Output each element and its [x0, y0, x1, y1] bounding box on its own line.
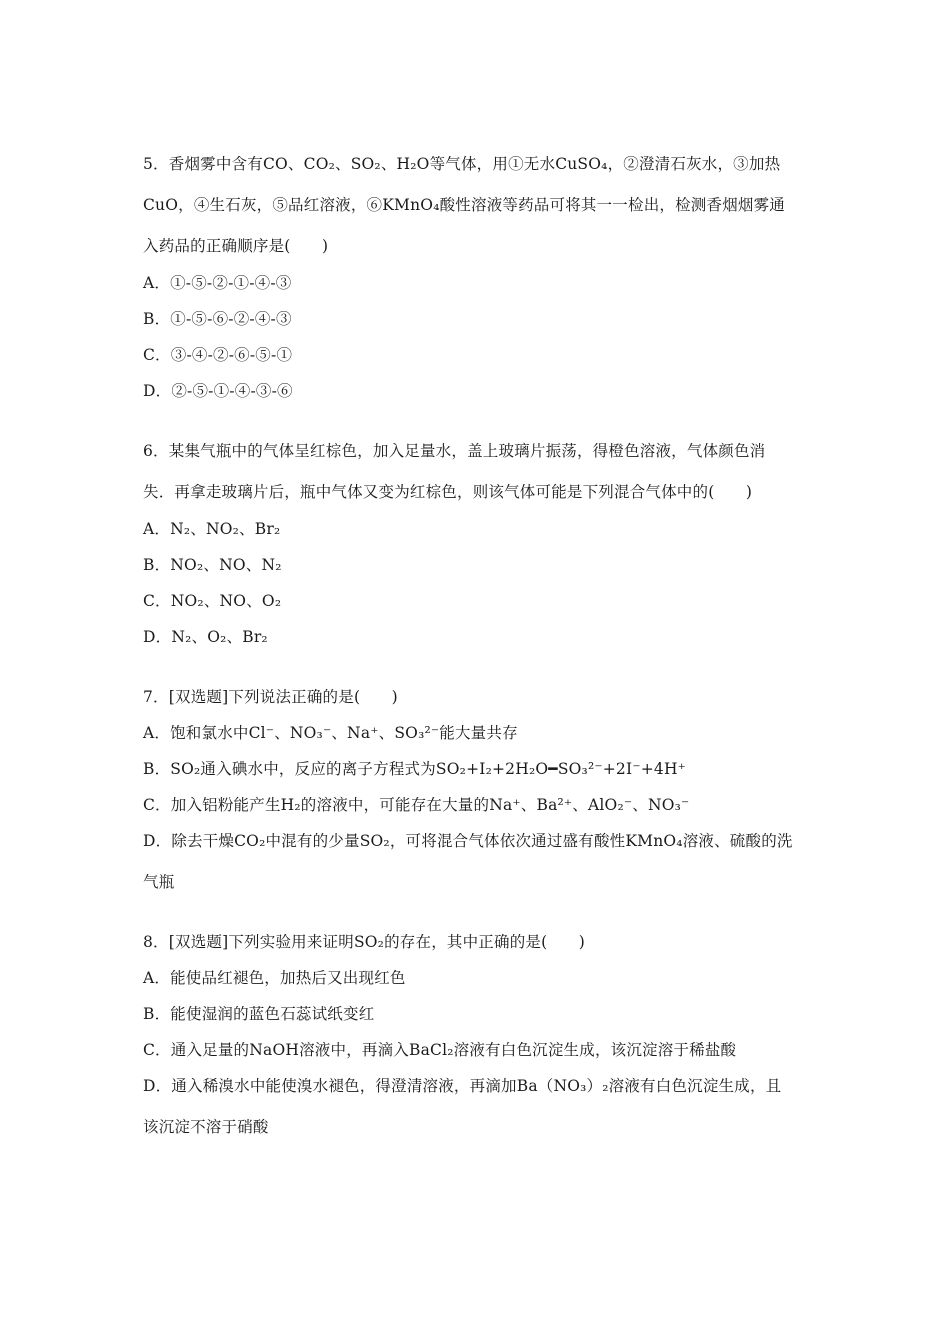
q7-option-d-line-2: 气瓶 [143, 873, 175, 891]
q8-option-d-line-1: D．通入稀溴水中能使溴水褪色，得澄清溶液，再滴加Ba（NO₃）₂溶液有白色沉淀生成，且 [143, 1077, 782, 1095]
q7-stem-line-1: 7．[双选题]下列说法正确的是( ) [143, 688, 398, 706]
q6-option-d: D．N₂、O₂、Br₂ [143, 628, 268, 646]
q7-option-c: C．加入铝粉能产生H₂的溶液中，可能存在大量的Na⁺、Ba²⁺、AlO₂⁻、NO₃⁻ [143, 796, 690, 814]
q6-stem-line-2: 失．再拿走玻璃片后，瓶中气体又变为红棕色，则该气体可能是下列混合气体中的( ) [143, 483, 753, 501]
q7-option-b: B．SO₂通入碘水中，反应的离子方程式为SO₂+I₂+2H₂O━SO₃²⁻+2I⁻+4H⁺ [143, 760, 687, 778]
q7-option-d-line-1: D．除去干燥CO₂中混有的少量SO₂，可将混合气体依次通过盛有酸性KMnO₄溶液、硫酸的洗 [143, 832, 793, 850]
q5-option-b: B．①-⑤-⑥-②-④-③ [143, 310, 292, 328]
q5-stem-line-1: 5．香烟雾中含有CO、CO₂、SO₂、H₂O等气体，用①无水CuSO₄，②澄清石灰水，③加热 [143, 155, 781, 173]
q5-stem-line-3: 入药品的正确顺序是( ) [143, 237, 329, 255]
q5-option-c: C．③-④-②-⑥-⑤-① [143, 346, 293, 364]
q8-stem-line-1: 8．[双选题]下列实验用来证明SO₂的存在，其中正确的是( ) [143, 933, 585, 951]
q5-option-d: D．②-⑤-①-④-③-⑥ [143, 382, 293, 400]
q5-stem-line-2: CuO，④生石灰，⑤品红溶液，⑥KMnO₄酸性溶液等药品可将其一一检出，检测香烟烟雾通 [143, 196, 786, 214]
q7-option-a: A．饱和氯水中Cl⁻、NO₃⁻、Na⁺、SO₃²⁻能大量共存 [143, 724, 518, 742]
q6-option-b: B．NO₂、NO、N₂ [143, 556, 282, 574]
q8-option-a: A．能使品红褪色，加热后又出现红色 [143, 969, 406, 987]
q6-option-a: A．N₂、NO₂、Br₂ [143, 520, 281, 538]
q8-option-d-line-2: 该沉淀不溶于硝酸 [143, 1118, 269, 1136]
q5-option-a: A．①-⑤-②-①-④-③ [143, 274, 292, 292]
q8-option-c: C．通入足量的NaOH溶液中，再滴入BaCl₂溶液有白色沉淀生成，该沉淀溶于稀盐酸 [143, 1041, 737, 1059]
q6-option-c: C．NO₂、NO、O₂ [143, 592, 282, 610]
q6-stem-line-1: 6．某集气瓶中的气体呈红棕色，加入足量水，盖上玻璃片振荡，得橙色溶液，气体颜色消 [143, 442, 766, 460]
q8-option-b: B．能使湿润的蓝色石蕊试纸变红 [143, 1005, 375, 1023]
